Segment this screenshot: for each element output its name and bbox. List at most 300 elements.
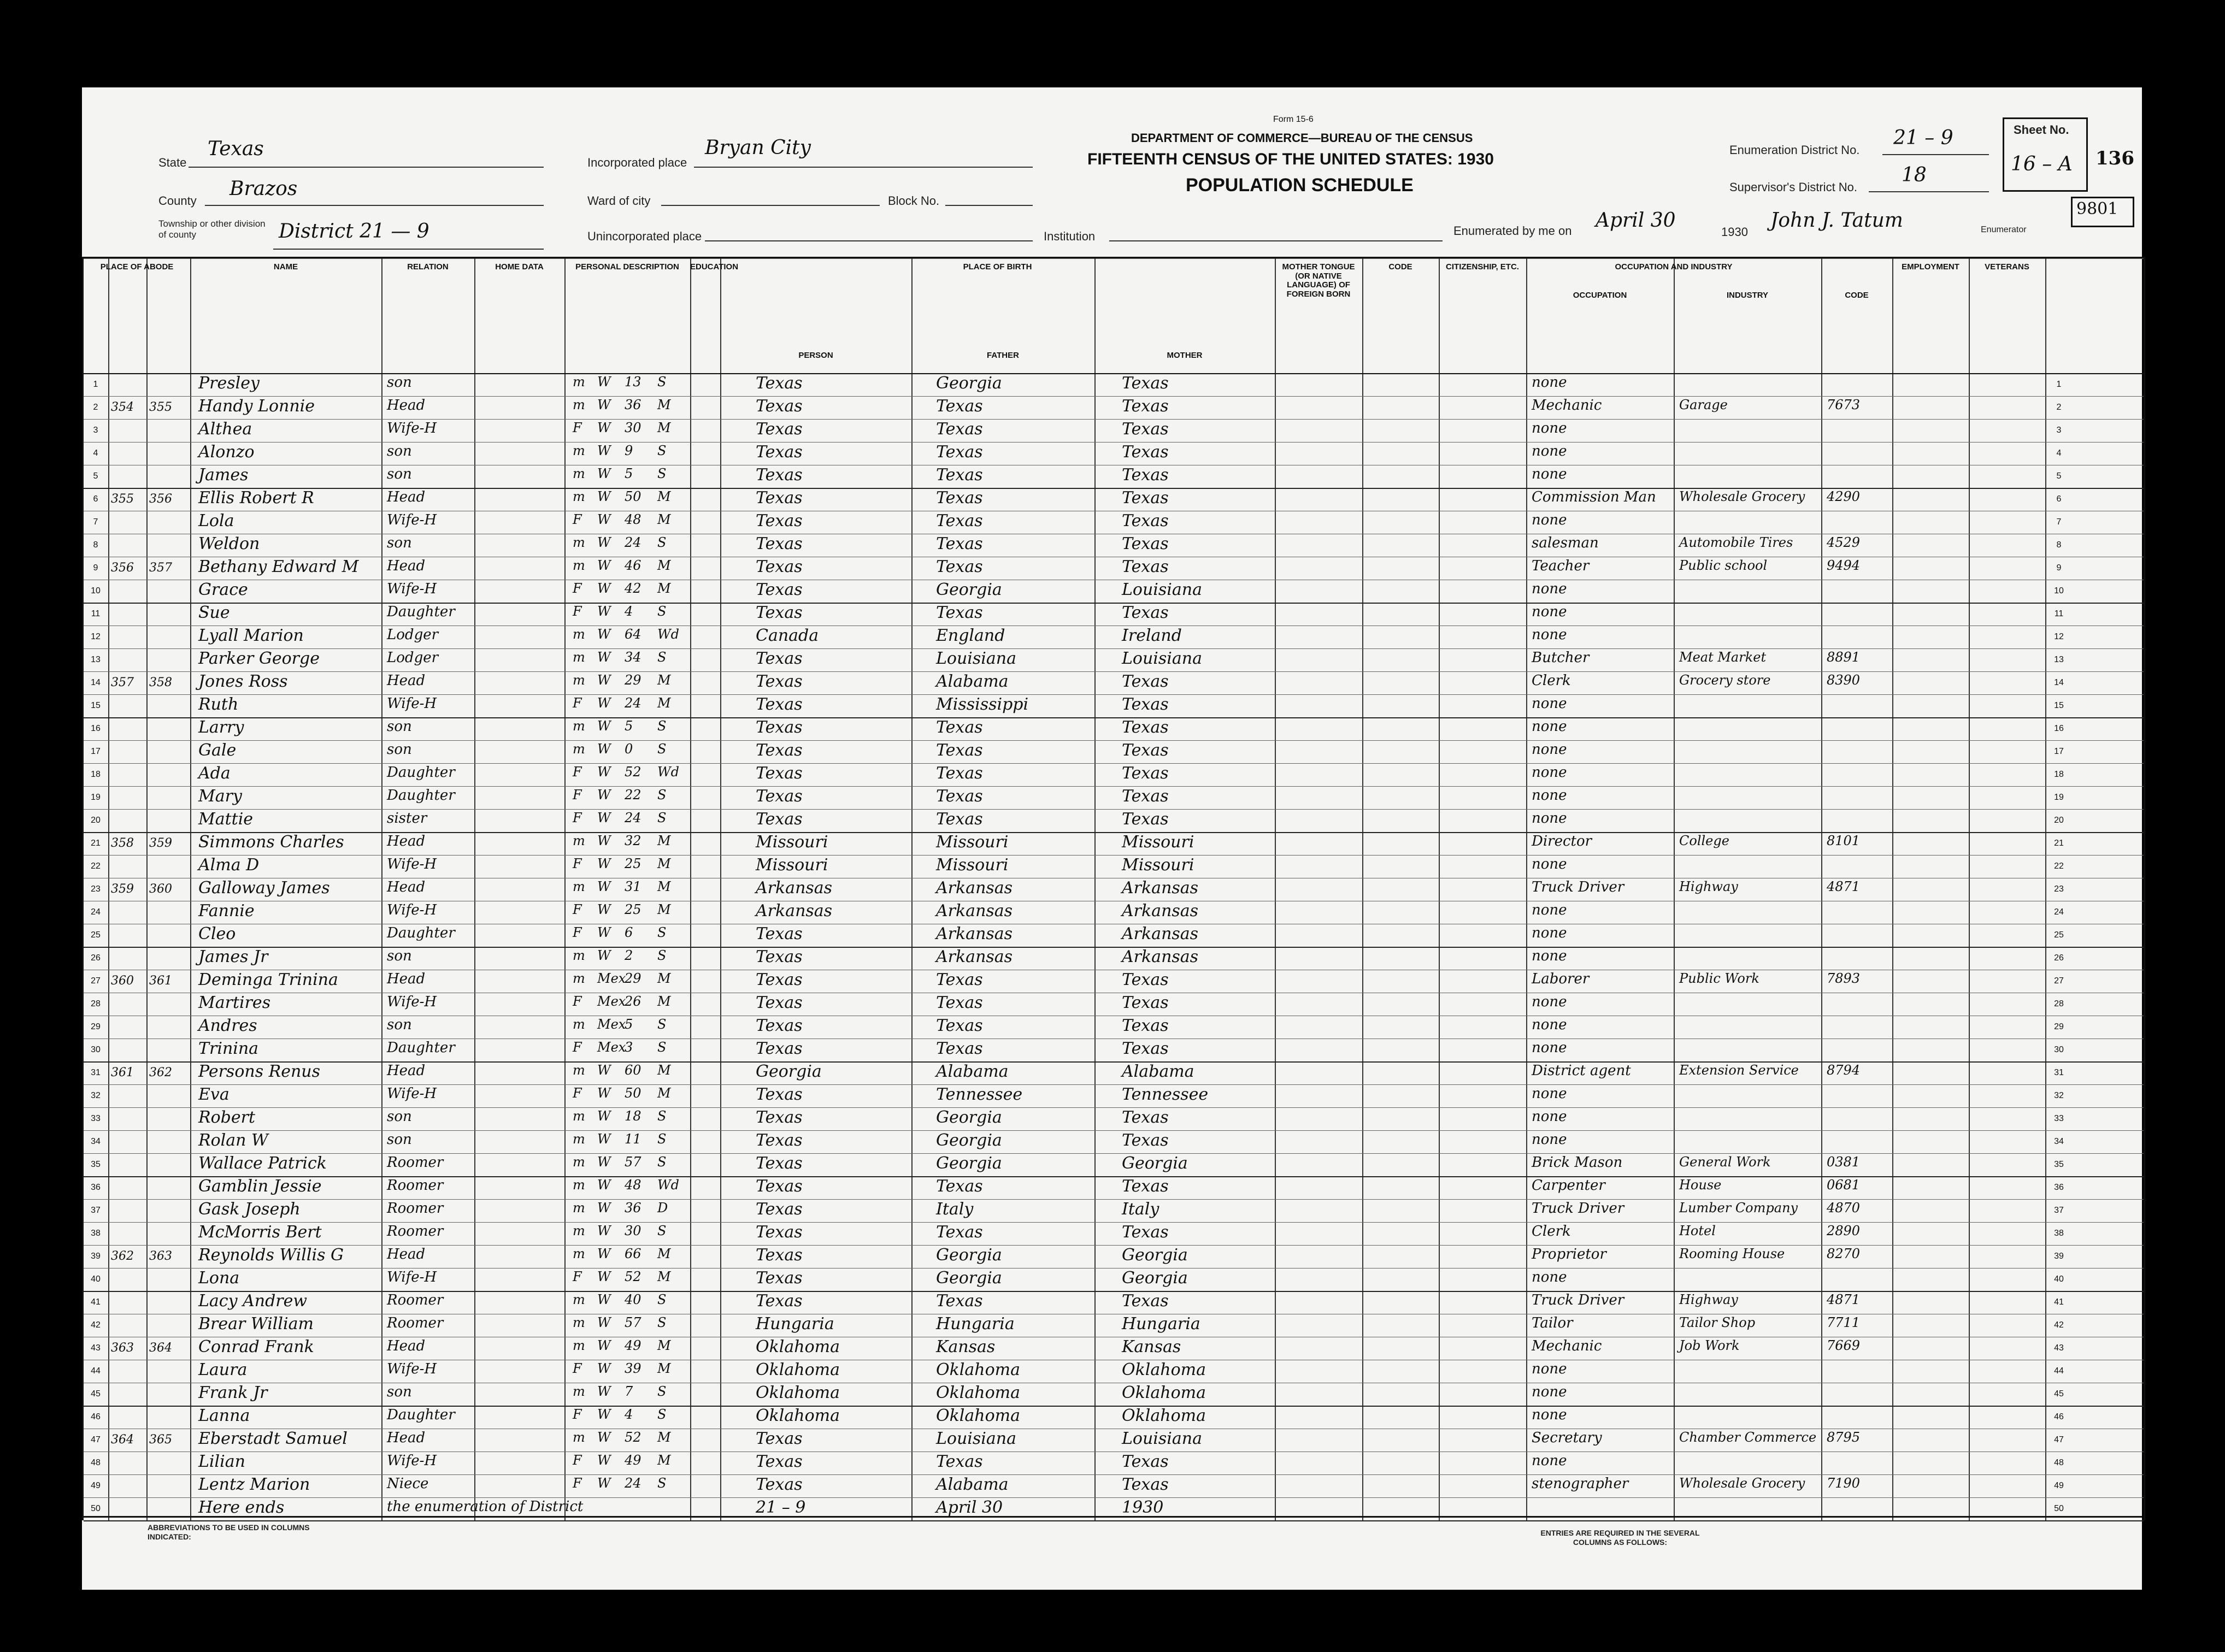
occupation: Tailor: [1532, 1315, 1573, 1331]
age: 30: [625, 1223, 641, 1238]
line-number-right: 4: [2056, 449, 2062, 458]
table-row: [84, 396, 2144, 419]
industry: College: [1679, 833, 1729, 848]
person-name: Brear William: [198, 1314, 314, 1334]
person-name: Handy Lonnie: [198, 397, 315, 416]
dwelling-number: 362: [111, 1249, 134, 1263]
line-number: 49: [91, 1481, 101, 1490]
sex: m: [573, 833, 585, 848]
birthplace-mother: Texas: [1122, 970, 1169, 989]
occupation: none: [1532, 1407, 1567, 1423]
industry: Tailor Shop: [1679, 1315, 1756, 1330]
birthplace-person: Texas: [756, 580, 803, 599]
occupation: none: [1532, 925, 1567, 941]
birthplace-father: Texas: [936, 1039, 983, 1058]
race: Mex: [597, 971, 626, 986]
relation: son: [387, 1384, 412, 1400]
enumeration-district-value: 21 – 9: [1893, 127, 1953, 149]
birthplace-person: Texas: [756, 947, 803, 966]
table-row: [84, 832, 2144, 855]
age: 29: [625, 971, 641, 986]
birthplace-person: Texas: [756, 649, 803, 668]
line-number-right: 31: [2054, 1068, 2064, 1077]
marital-status: S: [657, 374, 667, 390]
race: W: [597, 1131, 611, 1147]
occupation: none: [1532, 420, 1567, 436]
occupation: none: [1532, 764, 1567, 781]
line-number-right: 47: [2054, 1435, 2064, 1444]
table-row: [84, 648, 2144, 671]
relation: Head: [387, 1246, 426, 1262]
line-number-right: 43: [2054, 1343, 2064, 1353]
birthplace-mother: Georgia: [1122, 1154, 1188, 1173]
line-number-right: 17: [2054, 747, 2064, 756]
occupation-code: 7669: [1827, 1338, 1861, 1353]
relation: Head: [387, 397, 426, 414]
line-number-right: 49: [2054, 1481, 2064, 1490]
age: 7: [625, 1384, 633, 1399]
person-name: Ada: [198, 764, 231, 783]
person-name: Frank Jr: [198, 1383, 268, 1402]
birthplace-person: Texas: [756, 1246, 803, 1265]
marital-status: M: [657, 994, 671, 1009]
person-name: Martires: [198, 993, 271, 1012]
relation: Daughter: [387, 925, 455, 941]
marital-status: M: [657, 489, 671, 504]
marital-status: M: [657, 581, 671, 596]
occupation-code: 8795: [1827, 1430, 1861, 1445]
column-group-heading: EMPLOYMENT: [1902, 262, 1959, 272]
relation: son: [387, 1131, 412, 1148]
occupation: none: [1532, 466, 1567, 482]
line-number-right: 24: [2054, 907, 2064, 917]
sex: F: [573, 810, 582, 825]
birthplace-person: Texas: [756, 511, 803, 530]
birthplace-person: Texas: [756, 695, 803, 714]
occupation: Mechanic: [1532, 1338, 1602, 1354]
relation: Lodger: [387, 627, 439, 643]
relation: Head: [387, 1430, 426, 1446]
birthplace-mother: Texas: [1122, 488, 1169, 508]
occupation: none: [1532, 512, 1567, 528]
occupation: Proprietor: [1532, 1246, 1606, 1262]
line-number-right: 33: [2054, 1114, 2064, 1123]
line-number: 10: [91, 586, 101, 595]
birthplace-subheading: FATHER: [987, 351, 1019, 360]
person-name: Lanna: [198, 1406, 250, 1425]
industry: Hotel: [1679, 1223, 1716, 1238]
age: 66: [625, 1246, 641, 1261]
birthplace-father: Texas: [936, 718, 983, 737]
relation: Wife-H: [387, 512, 437, 528]
occupation-code: 0681: [1827, 1177, 1861, 1193]
age: 52: [625, 764, 641, 780]
line-number: 38: [91, 1229, 101, 1238]
relation: sister: [387, 810, 427, 827]
marital-status: S: [657, 1040, 667, 1055]
marital-status: S: [657, 948, 667, 963]
birthplace-person: 21 – 9: [756, 1498, 806, 1517]
line-number: 16: [91, 724, 101, 733]
enumerator-label: Enumerator: [1981, 225, 2027, 234]
marital-status: Wd: [657, 1177, 680, 1193]
line-number: 8: [93, 540, 98, 550]
age: 18: [625, 1108, 641, 1124]
line-number: 35: [91, 1160, 101, 1169]
line-number: 21: [91, 839, 101, 848]
enumerated-year: 1930: [1721, 225, 1748, 239]
person-name: Wallace Patrick: [198, 1154, 327, 1173]
table-row: [84, 947, 2144, 970]
race: W: [597, 650, 611, 665]
birthplace-mother: Texas: [1122, 741, 1169, 760]
table-row: [84, 1383, 2144, 1406]
birthplace-mother: Texas: [1122, 695, 1169, 714]
occupation-code: 9494: [1827, 558, 1861, 573]
birthplace-person: Texas: [756, 1452, 803, 1471]
race: W: [597, 1430, 611, 1445]
birthplace-father: Texas: [936, 741, 983, 760]
line-number: 26: [91, 953, 101, 963]
table-row: [84, 1153, 2144, 1176]
table-row: [84, 1084, 2144, 1107]
state-label: State: [158, 156, 187, 169]
birthplace-person: Texas: [756, 1131, 803, 1150]
table-row: [84, 534, 2144, 557]
birthplace-person: Texas: [756, 1475, 803, 1494]
column-group-heading: OCCUPATION AND INDUSTRY: [1615, 262, 1733, 272]
birthplace-subheading: MOTHER: [1167, 351, 1203, 360]
industry: Grocery store: [1679, 672, 1771, 688]
race: W: [597, 856, 611, 871]
marital-status: Wd: [657, 627, 680, 642]
age: 64: [625, 627, 641, 642]
relation: Wife-H: [387, 902, 437, 918]
table-row: [84, 557, 2144, 580]
age: 42: [625, 581, 641, 596]
birthplace-father: Alabama: [936, 672, 1009, 691]
line-number: 47: [91, 1435, 101, 1444]
relation: Roomer: [387, 1223, 444, 1240]
industry: General Work: [1679, 1154, 1771, 1170]
sex: F: [573, 925, 582, 940]
column-group-heading: PERSONAL DESCRIPTION: [575, 262, 679, 272]
birthplace-person: Texas: [756, 488, 803, 508]
column-group-heading: PLACE OF BIRTH: [963, 262, 1032, 272]
birthplace-mother: Oklahoma: [1122, 1360, 1206, 1379]
table-row: [84, 1176, 2144, 1199]
relation: son: [387, 718, 412, 735]
marital-status: M: [657, 1453, 671, 1468]
family-number: 355: [149, 400, 172, 414]
line-number: 44: [91, 1366, 101, 1376]
age: 50: [625, 489, 641, 504]
line-number-right: 29: [2054, 1022, 2064, 1031]
birthplace-mother: Alabama: [1122, 1062, 1194, 1081]
birthplace-subheading: PERSON: [798, 351, 833, 360]
relation: Head: [387, 879, 426, 895]
table-row: [84, 488, 2144, 511]
line-number-right: 48: [2054, 1458, 2064, 1467]
column-group-heading: NAME: [273, 262, 298, 272]
relation: son: [387, 741, 412, 758]
table-row: [84, 694, 2144, 717]
table-row: [84, 1199, 2144, 1222]
person-name: Grace: [198, 580, 248, 599]
line-number-right: 18: [2054, 770, 2064, 779]
table-row: [84, 1314, 2144, 1337]
line-number: 41: [91, 1297, 101, 1307]
occupation-code: 8891: [1827, 650, 1861, 665]
person-name: Here ends: [198, 1498, 285, 1517]
sex: F: [573, 856, 582, 871]
person-name: Fannie: [198, 901, 255, 921]
sex: m: [573, 650, 585, 665]
birthplace-father: Texas: [936, 1291, 983, 1311]
birthplace-father: Texas: [936, 1223, 983, 1242]
line-number: 15: [91, 701, 101, 710]
occupation: Commission Man: [1532, 489, 1656, 505]
birthplace-person: Hungaria: [756, 1314, 834, 1334]
occupation-subheading: INDUSTRY: [1726, 291, 1769, 300]
line-number-right: 9: [2056, 563, 2062, 573]
relation: Head: [387, 971, 426, 987]
sex: m: [573, 948, 585, 963]
line-number: 34: [91, 1137, 101, 1146]
age: 5: [625, 1017, 633, 1032]
birthplace-father: Arkansas: [936, 924, 1013, 943]
age: 52: [625, 1430, 641, 1445]
line-number-right: 44: [2054, 1366, 2064, 1376]
line-number: 37: [91, 1206, 101, 1215]
enumerated-date: April 30: [1596, 209, 1676, 232]
marital-status: S: [657, 1154, 667, 1170]
sex: F: [573, 1453, 582, 1468]
marital-status: M: [657, 1269, 671, 1284]
birthplace-mother: Texas: [1122, 397, 1169, 416]
table-row: [84, 970, 2144, 993]
industry: Wholesale Grocery: [1679, 489, 1805, 504]
table-row: [84, 855, 2144, 878]
birthplace-mother: Texas: [1122, 465, 1169, 485]
marital-status: M: [657, 833, 671, 848]
sex: m: [573, 1177, 585, 1193]
age: 32: [625, 833, 641, 848]
person-name: Ruth: [198, 695, 239, 714]
marital-status: M: [657, 397, 671, 412]
occupation: none: [1532, 902, 1567, 918]
birthplace-father: Texas: [936, 970, 983, 989]
birthplace-mother: Hungaria: [1122, 1314, 1200, 1334]
line-number-right: 1: [2056, 380, 2062, 389]
person-name: Lilian: [198, 1452, 245, 1471]
birthplace-mother: Kansas: [1122, 1337, 1181, 1356]
line-number-right: 28: [2054, 999, 2064, 1008]
race: W: [597, 695, 611, 711]
relation: Head: [387, 558, 426, 574]
birthplace-person: Texas: [756, 993, 803, 1012]
line-number-right: 14: [2054, 678, 2064, 687]
person-name: Lacy Andrew: [198, 1291, 308, 1311]
enumeration-district-label: Enumeration District No.: [1729, 143, 1860, 157]
race: W: [597, 1269, 611, 1284]
dwelling-number: 356: [111, 561, 134, 575]
age: 49: [625, 1453, 641, 1468]
marital-status: D: [657, 1200, 668, 1216]
line-number: 43: [91, 1343, 101, 1353]
industry: Garage: [1679, 397, 1728, 412]
birthplace-father: Louisiana: [936, 649, 1016, 668]
supervisor-district-label: Supervisor's District No.: [1729, 180, 1858, 194]
dwelling-number: 358: [111, 836, 134, 850]
line-number-right: 39: [2054, 1252, 2064, 1261]
dwelling-number: 355: [111, 492, 134, 506]
line-number: 17: [91, 747, 101, 756]
line-number-right: 21: [2054, 839, 2064, 848]
occupation: Clerk: [1532, 672, 1571, 689]
occupation-code: 8794: [1827, 1063, 1861, 1078]
industry: Highway: [1679, 879, 1738, 894]
marital-status: M: [657, 420, 671, 435]
relation: Wife-H: [387, 1269, 437, 1285]
relation: Wife-H: [387, 1361, 437, 1377]
occupation: none: [1532, 627, 1567, 643]
age: 46: [625, 558, 641, 573]
age: 6: [625, 925, 633, 940]
township-value: District 21 — 9: [279, 220, 429, 243]
occupation-subheading: OCCUPATION: [1573, 291, 1627, 300]
line-number-right: 50: [2054, 1504, 2064, 1513]
line-number: 42: [91, 1320, 101, 1330]
sheet-number-value: 16 – A: [2011, 153, 2073, 175]
sex: m: [573, 1384, 585, 1399]
birthplace-mother: Texas: [1122, 1108, 1169, 1127]
sex: m: [573, 672, 585, 688]
marital-status: S: [657, 604, 667, 619]
marital-status: M: [657, 672, 671, 688]
race: W: [597, 627, 611, 642]
birthplace-person: Texas: [756, 374, 803, 393]
marital-status: S: [657, 466, 667, 481]
age: 26: [625, 994, 641, 1009]
table-row: [84, 993, 2144, 1016]
birthplace-father: Texas: [936, 810, 983, 829]
race: W: [597, 741, 611, 757]
occupation-code: 8390: [1827, 672, 1861, 688]
incorporated-value: Bryan City: [705, 137, 811, 159]
sex: F: [573, 1085, 582, 1101]
birthplace-father: April 30: [936, 1498, 1003, 1517]
line-number: 9: [93, 563, 98, 573]
age: 36: [625, 1200, 641, 1216]
birthplace-person: Texas: [756, 1177, 803, 1196]
age: 0: [625, 741, 633, 757]
family-number: 362: [149, 1066, 172, 1079]
birthplace-mother: Texas: [1122, 1177, 1169, 1196]
relation: Daughter: [387, 1040, 455, 1056]
occupation: none: [1532, 1131, 1567, 1148]
occupation: none: [1532, 443, 1567, 459]
birthplace-mother: Texas: [1122, 672, 1169, 691]
table-row: [84, 511, 2144, 534]
race: W: [597, 466, 611, 481]
county-value: Brazos: [229, 178, 298, 200]
birthplace-father: Georgia: [936, 580, 1002, 599]
relation: son: [387, 1017, 412, 1033]
line-number: 31: [91, 1068, 101, 1077]
dwelling-number: 354: [111, 400, 134, 414]
occupation: Clerk: [1532, 1223, 1571, 1240]
line-number-right: 7: [2056, 517, 2062, 527]
age: 25: [625, 902, 641, 917]
occupation-code: 4290: [1827, 489, 1861, 504]
age: 29: [625, 672, 641, 688]
marital-status: S: [657, 1476, 667, 1491]
age: 34: [625, 650, 641, 665]
age: 48: [625, 512, 641, 527]
birthplace-person: Texas: [756, 397, 803, 416]
race: W: [597, 1246, 611, 1261]
race: W: [597, 535, 611, 550]
dwelling-number: 361: [111, 1066, 134, 1079]
sex: F: [573, 695, 582, 711]
birthplace-mother: Georgia: [1122, 1246, 1188, 1265]
line-number: 36: [91, 1183, 101, 1192]
table-row: [84, 924, 2144, 947]
occupation: none: [1532, 741, 1567, 758]
occupation-code: 8270: [1827, 1246, 1861, 1261]
birthplace-father: Hungaria: [936, 1314, 1015, 1334]
birthplace-father: Arkansas: [936, 947, 1013, 966]
line-number: 1: [93, 380, 98, 389]
race: W: [597, 1476, 611, 1491]
column-group-heading: CODE: [1388, 262, 1412, 272]
line-number: 5: [93, 471, 98, 481]
line-number-right: 40: [2054, 1275, 2064, 1284]
birthplace-person: Texas: [756, 1154, 803, 1173]
industry: Highway: [1679, 1292, 1738, 1307]
table-row: [84, 465, 2144, 488]
person-name: McMorris Bert: [198, 1223, 322, 1242]
state-value: Texas: [208, 138, 264, 160]
race: W: [597, 764, 611, 780]
birthplace-mother: Texas: [1122, 810, 1169, 829]
marital-status: S: [657, 1315, 667, 1330]
age: 52: [625, 1269, 641, 1284]
sex: m: [573, 879, 585, 894]
relation: Roomer: [387, 1315, 444, 1331]
relation: Wife-H: [387, 994, 437, 1010]
dwelling-number: 360: [111, 974, 134, 988]
sex: F: [573, 764, 582, 780]
relation: son: [387, 948, 412, 964]
birthplace-person: Texas: [756, 1039, 803, 1058]
relation: Wife-H: [387, 581, 437, 597]
table-row: [84, 1337, 2144, 1360]
birthplace-father: Tennessee: [936, 1085, 1023, 1104]
age: 57: [625, 1315, 641, 1330]
marital-status: S: [657, 1017, 667, 1032]
marital-status: S: [657, 718, 667, 734]
birthplace-father: Georgia: [936, 374, 1002, 393]
occupation: Secretary: [1532, 1430, 1602, 1446]
occupation-subheading: CODE: [1845, 291, 1869, 300]
sex: m: [573, 1131, 585, 1147]
marital-status: M: [657, 558, 671, 573]
line-number: 39: [91, 1252, 101, 1261]
marital-status: M: [657, 1338, 671, 1353]
family-number: 357: [149, 561, 172, 575]
